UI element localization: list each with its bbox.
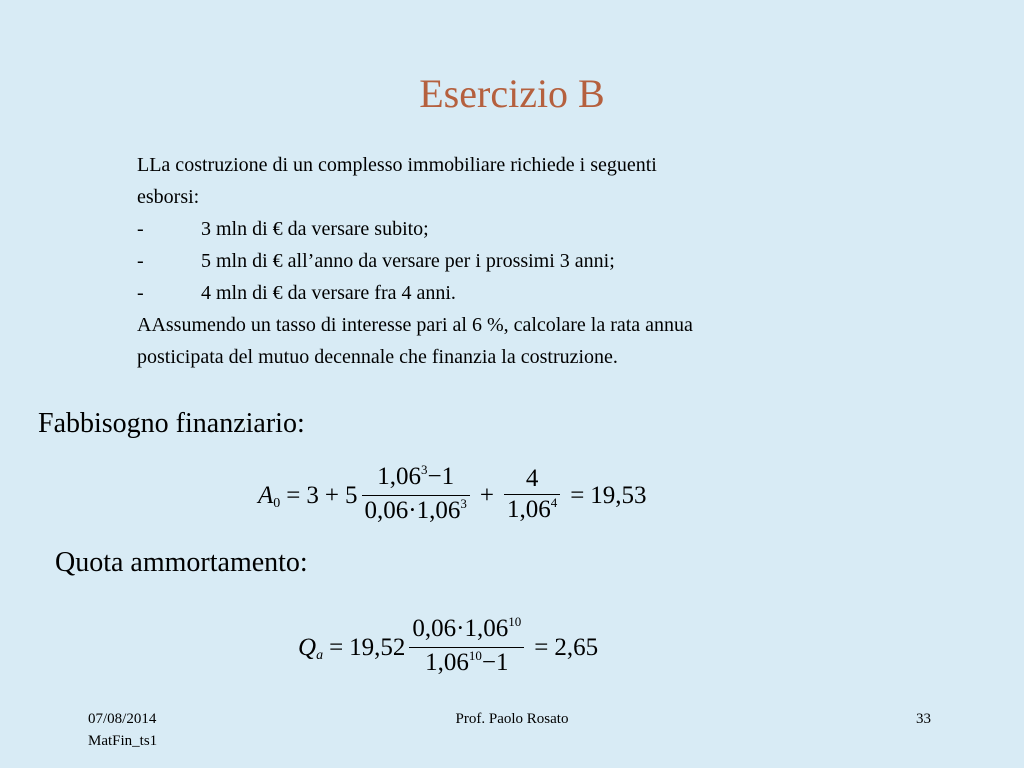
formula-term: 3 <box>306 481 319 509</box>
quota-label: Quota ammortamento: <box>55 547 308 578</box>
slide-title: Esercizio B <box>419 71 605 116</box>
numerator-base: 1,06 <box>377 463 421 490</box>
exponent: 3 <box>420 462 428 477</box>
denominator-rest: −1 <box>481 649 509 676</box>
problem-intro-line-1: LLa costruzione di un complesso immobiliare richiede i seguenti <box>137 154 657 176</box>
formula-lhs: Q <box>298 633 317 661</box>
list-bullet: - <box>137 218 144 240</box>
exponent: 10 <box>508 614 522 629</box>
list-item <box>137 277 867 309</box>
footer-author: Prof. Paolo Rosato <box>455 711 569 727</box>
fraction-numerator <box>374 462 457 495</box>
list-item <box>137 245 867 277</box>
formula-lhs-subscript: 0 <box>273 495 281 511</box>
equals-sign: = <box>570 481 585 509</box>
fabbisogno-label: Fabbisogno finanziario: <box>38 408 305 439</box>
equals-sign: = <box>329 633 344 661</box>
fraction-denominator <box>362 496 470 529</box>
fraction <box>504 464 560 528</box>
denominator-base: 1,06 <box>506 495 551 523</box>
page-number: 33 <box>916 711 931 727</box>
fraction-denominator <box>504 495 560 528</box>
exponent: 3 <box>460 496 467 511</box>
exponent: 10 <box>468 648 482 663</box>
numerator-base: 0,06·1,06 <box>412 615 509 642</box>
fraction-denominator <box>422 648 511 681</box>
list-item-text: 4 mln di € da versare fra 4 anni. <box>201 282 456 304</box>
list-bullet: - <box>137 250 144 272</box>
equals-sign: = <box>534 633 549 661</box>
list-item <box>137 213 867 245</box>
problem-question-line-1: AAssumendo un tasso di interesse pari al 6 %, calcolare la rata annua <box>137 314 693 336</box>
formula-coefficient: 5 <box>345 481 358 509</box>
footer-file: MatFin_ts1 <box>88 733 158 749</box>
plus-sign: + <box>479 481 494 509</box>
formula-result: 2,65 <box>554 633 599 661</box>
list-item-text: 3 mln di € da versare subito; <box>201 218 429 240</box>
footer-date: 07/08/2014 <box>88 711 157 727</box>
quota-formula <box>298 614 598 681</box>
problem-question-line-2: posticipata del mutuo decennale che finanzia la costruzione. <box>137 346 618 368</box>
problem-statement <box>137 149 867 373</box>
plus-sign: + <box>324 481 339 509</box>
formula-result: 19,53 <box>590 481 647 509</box>
fraction-numerator: 4 <box>525 464 539 492</box>
formula-lhs-subscript: a <box>316 647 324 663</box>
list-item-text: 5 mln di € all’anno da versare per i prossimi 3 anni; <box>201 250 615 272</box>
list-bullet: - <box>137 282 144 304</box>
formula-coefficient: 19,52 <box>349 633 406 661</box>
numerator-rest: −1 <box>427 463 455 490</box>
problem-intro-line-2: esborsi: <box>137 186 200 208</box>
fabbisogno-formula <box>258 462 647 529</box>
exponent: 4 <box>550 494 558 510</box>
denominator-base: 0,06·1,06 <box>364 497 461 524</box>
equals-sign: = <box>286 481 301 509</box>
formula-lhs: A <box>258 481 274 509</box>
fraction <box>409 614 524 681</box>
denominator-base: 1,06 <box>425 649 469 676</box>
fraction <box>362 462 470 529</box>
fraction-numerator <box>409 614 524 647</box>
